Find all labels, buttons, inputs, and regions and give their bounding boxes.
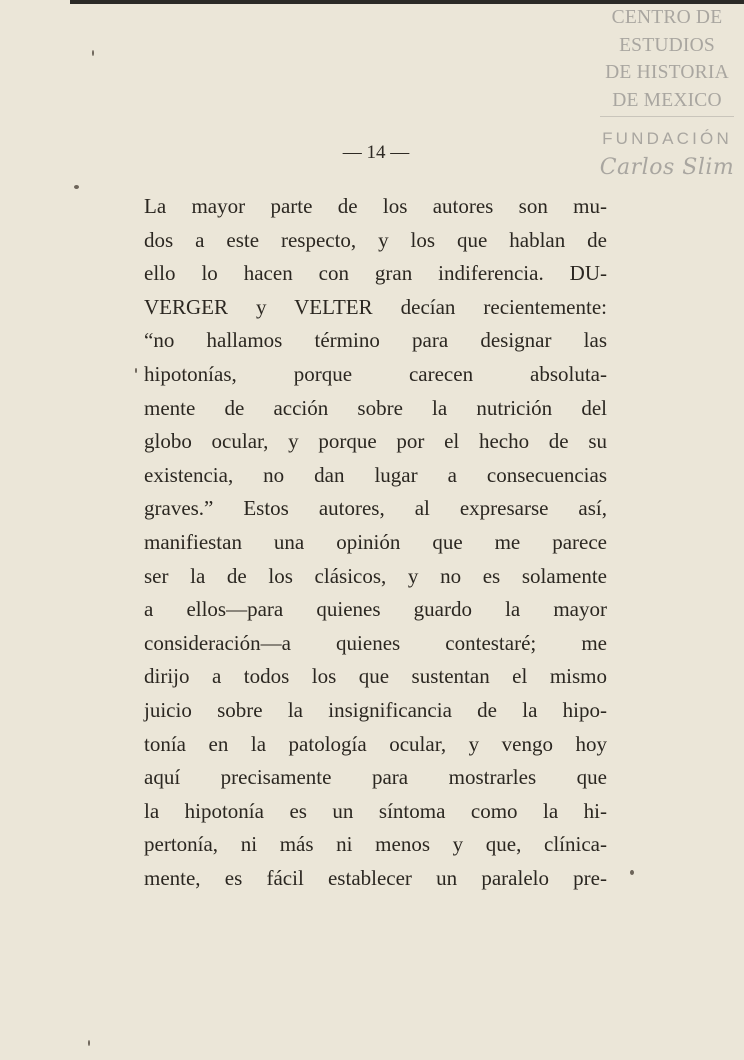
text-line: a ellos—para quienes guardo la mayor <box>144 597 607 622</box>
text-line: aquí precisamente para mostrarles que <box>144 765 607 790</box>
speck <box>88 1040 90 1046</box>
speck <box>92 50 94 56</box>
text-line: VERGER y VELTER decían recientemente: <box>144 294 607 319</box>
text-line: manifiestan una opinión que me parece <box>144 529 607 554</box>
watermark-signature: Carlos Slim <box>599 155 735 180</box>
watermark-divider <box>600 116 734 117</box>
speck <box>74 185 79 189</box>
text-line: dos a este respecto, y los que hablan de <box>144 227 607 252</box>
watermark-line: ESTUDIOS <box>619 34 715 56</box>
speck <box>135 368 137 373</box>
text-line: juicio sobre la insignificancia de la hipo- <box>144 697 607 722</box>
text-line: consideración—a quienes contestaré; me <box>144 630 607 655</box>
institution-watermark <box>596 4 738 180</box>
text-line: La mayor parte de los autores son mu- <box>144 194 607 218</box>
text-line: la hipotonía es un síntoma como la hi- <box>144 798 607 823</box>
page-number: — 14 — <box>342 142 410 163</box>
body-text <box>144 190 607 895</box>
text-line: mente de acción sobre la nutrición del <box>144 395 607 420</box>
watermark-line: CENTRO DE <box>611 7 723 28</box>
text-line: graves.” Estos autores, al expresarse así, <box>144 496 607 521</box>
text-line: hipotonías, porque carecen absoluta- <box>144 361 607 386</box>
watermark-line: DE MEXICO <box>612 89 722 111</box>
text-line: ello lo hacen con gran indiferencia. DU- <box>144 261 607 286</box>
text-line: ser la de los clásicos, y no es solamente <box>144 563 607 588</box>
watermark-line: DE HISTORIA <box>605 62 729 83</box>
text-line: mente, es fácil establecer un paralelo pre- <box>144 865 607 890</box>
watermark-fundacion: FUNDACIÓN <box>602 129 732 148</box>
text-line: globo ocular, y porque por el hecho de su <box>144 429 607 454</box>
speck <box>630 870 634 875</box>
text-line: existencia, no dan lugar a consecuencias <box>144 462 607 487</box>
text-line: pertonía, ni más ni menos y que, clínica- <box>144 832 607 857</box>
text-line: dirijo a todos los que sustentan el mismo <box>144 664 607 689</box>
text-line: tonía en la patología ocular, y vengo hoy <box>144 731 607 756</box>
text-line: “no hallamos término para designar las <box>144 328 607 353</box>
